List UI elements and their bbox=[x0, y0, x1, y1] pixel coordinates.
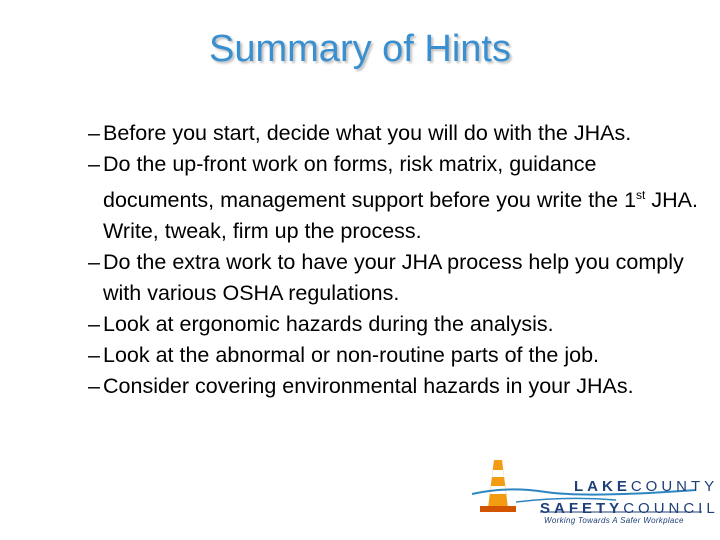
list-item bbox=[88, 118, 698, 149]
list-item bbox=[88, 309, 698, 340]
logo-text-line2: SAFETYCOUNCIL bbox=[540, 500, 719, 517]
bullet-text: Before you start, decide what you will do with the JHAs. bbox=[103, 121, 632, 145]
bullet-text: Look at ergonomic hazards during the analysis. bbox=[103, 312, 554, 337]
bullet-text: Look at the abnormal or non-routine parts of the job. bbox=[103, 343, 600, 368]
slide-title: Summary of Hints bbox=[209, 28, 511, 70]
logo-tagline: Working Towards A Safer Workplace bbox=[544, 516, 684, 525]
logo-text-line1: LAKECOUNTY bbox=[574, 478, 719, 495]
list-item bbox=[88, 149, 698, 247]
bullet-text: Do the up-front work on forms, risk matrix, guidance documents, management support before you write the 1 bbox=[103, 152, 637, 213]
dash-bullet: – bbox=[88, 312, 100, 337]
list-item bbox=[88, 371, 698, 402]
hint-list bbox=[88, 118, 698, 402]
list-item bbox=[88, 247, 698, 309]
dash-bullet: – bbox=[88, 250, 100, 275]
bullet-text: Do the extra work to have your JHA process help you comply with various OSHA regulations. bbox=[103, 250, 684, 306]
lake-county-safety-council-logo bbox=[466, 456, 719, 526]
dash-bullet: – bbox=[88, 343, 100, 368]
dash-bullet: – bbox=[88, 152, 100, 176]
dash-bullet: – bbox=[88, 374, 100, 399]
list-item bbox=[88, 340, 698, 371]
bullet-superscript: st bbox=[636, 188, 646, 202]
bullet-text-continued: JHA. Write, tweak, firm up the process. bbox=[103, 188, 698, 244]
bullet-text: Consider covering environmental hazards in your JHAs. bbox=[103, 374, 634, 399]
dash-bullet: – bbox=[88, 121, 100, 145]
